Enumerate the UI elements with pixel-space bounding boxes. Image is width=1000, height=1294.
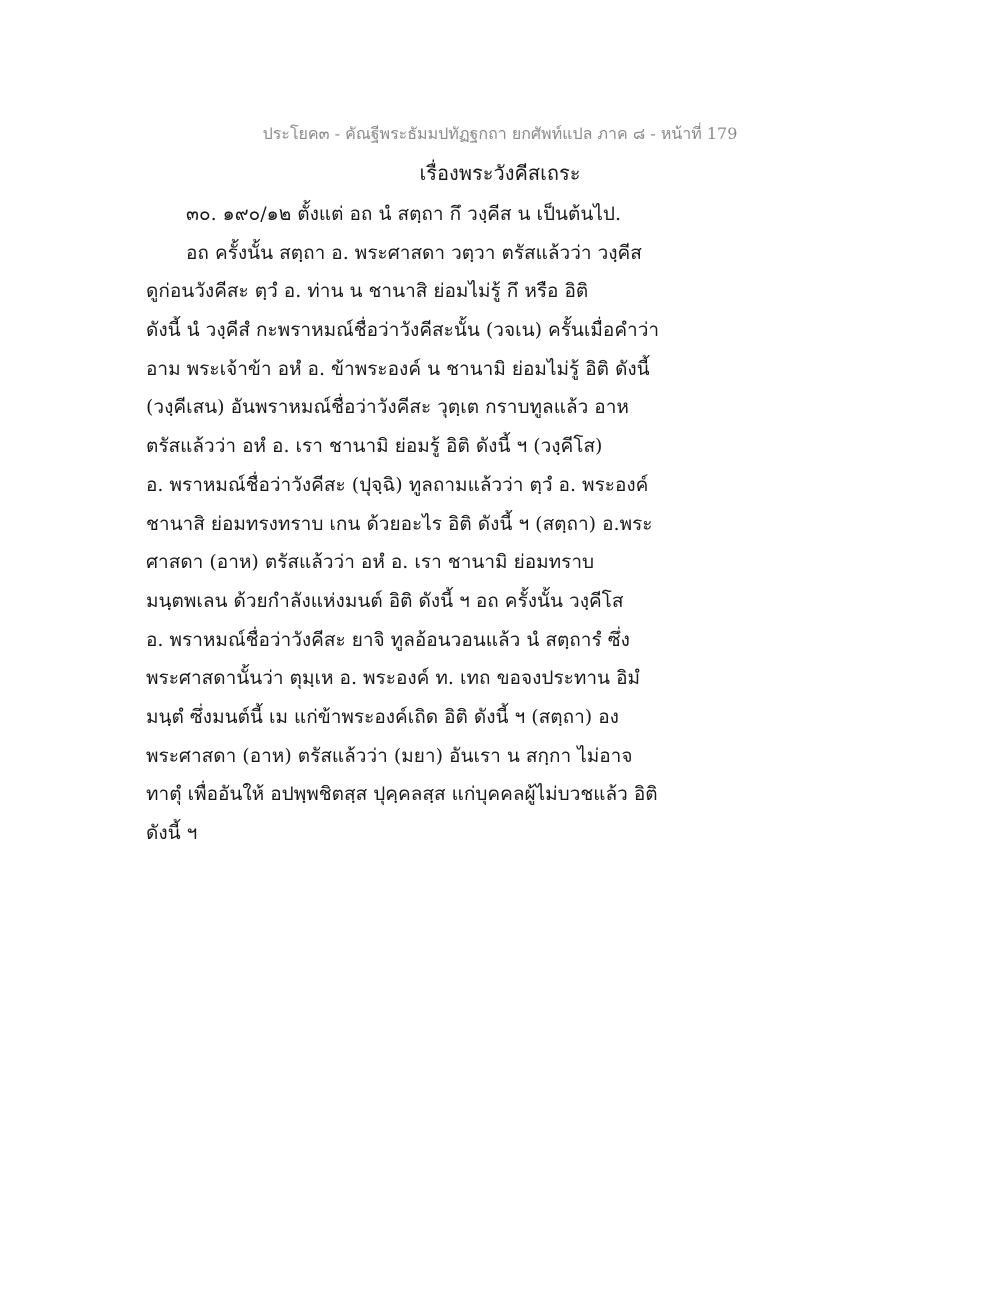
story-title: เรื่องพระวังคีสเถระ [419,161,581,185]
text-line: ศาสดา (อาห) ตรัสแล้วว่า อหํ อ. เรา ชานามิ ย่อมทราบ [146,551,595,574]
text-line: มนฺตํ ซึ่งมนต์นี้ เม แก่ข้าพระองค์เถิด อิติ ดังนี้ ฯ (สตฺถา) อง [146,705,619,728]
text-line: (วงฺคีเสน) อันพราหมณ์ชื่อว่าวังคีสะ วุตฺเต กราบทูลแล้ว อาห [146,396,629,419]
text-line: ทาตุํ เพื่ออันให้ อปพฺพชิตสฺส ปุคฺคลสฺส แก่บุคคลผู้ไม่บวชแล้ว อิติ [146,783,658,806]
text-line: ตรัสแล้วว่า อหํ อ. เรา ชานามิ ย่อมรู้ อิติ ดังนี้ ฯ (วงฺคีโส) [146,435,603,458]
text-line: อาม พระเจ้าข้า อหํ อ. ข้าพระองค์ น ชานามิ ย่อมไม่รู้ อิติ ดังนี้ [146,357,650,380]
body-text [146,195,676,853]
text-line: ดังนี้ ฯ [146,822,198,844]
text-line: ชานาสิ ย่อมทรงทราบ เกน ด้วยอะไร อิติ ดังนี้ ฯ (สตฺถา) อ.พระ [146,512,653,535]
text-line: ดูก่อนวังคีสะ ตฺวํ อ. ท่าน น ชานาสิ ย่อมไม่รู้ กึ หรือ อิติ [146,280,589,303]
text-line: ดังนี้ นํ วงฺคีสํ กะพราหมณ์ชื่อว่าวังคีสะนั้น (วจเน) ครั้นเมื่อคำว่า [146,319,660,342]
text-line: ๓๐. ๑๙๐/๑๒ ตั้งแต่ อถ นํ สตฺถา กึ วงฺคีส น เป็นต้นไป. [186,203,622,225]
running-header: ประโยค๓ - คัณฐีพระธัมมปทัฏฐกถา ยกศัพท์แปล ภาค ๘ - หน้าที่ 179 [262,124,738,143]
text-line: อถ ครั้งนั้น สตฺถา อ. พระศาสดา วตฺวา ตรัสแล้วว่า วงฺคีส [186,241,642,264]
text-line: อ. พราหมณ์ชื่อว่าวังคีสะ ยาจิ ทูลอ้อนวอนแล้ว นํ สตฺถารํ ซึ่ง [146,628,630,651]
text-line: มนฺตพเลน ด้วยกำลังแห่งมนต์ อิติ ดังนี้ ฯ อถ ครั้งนั้น วงฺคีโส [146,589,624,612]
text-line: พระศาสดา (อาห) ตรัสแล้วว่า (มยา) อันเรา น สกฺกา ไม่อาจ [146,744,633,767]
text-line: อ. พราหมณ์ชื่อว่าวังคีสะ (ปุจฺฉิ) ทูลถามแล้วว่า ตฺวํ อ. พระองค์ [146,473,649,496]
text-line: พระศาสดานั้นว่า ตุมฺเห อ. พระองค์ ท. เทถ ขอจงประทาน อิมํ [146,667,641,690]
